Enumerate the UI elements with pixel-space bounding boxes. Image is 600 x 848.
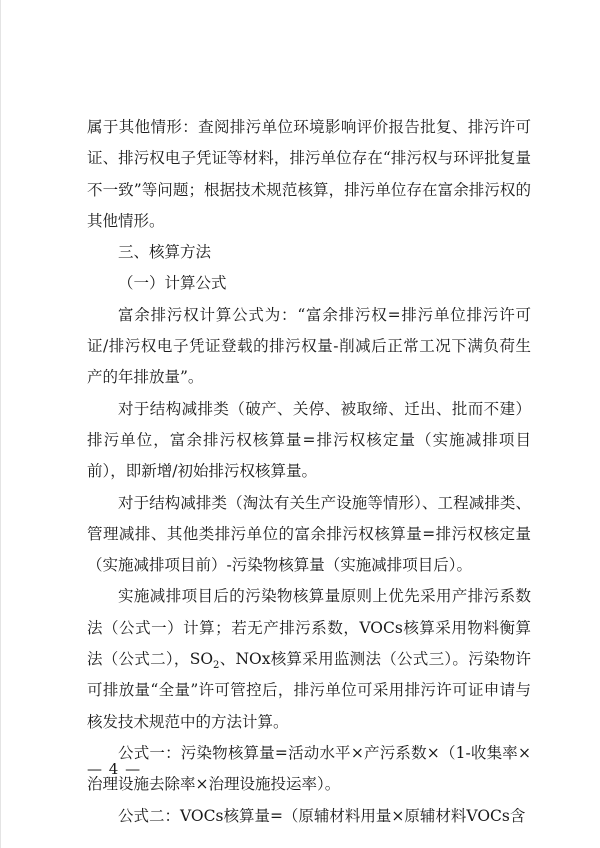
formula-two-paragraph: 公式二：VOCs核算量=（原辅材料用量×原辅材料VOCs含 [118, 806, 526, 825]
page-number: — 4 — [87, 760, 142, 778]
calculation-methods-paragraph [87, 581, 531, 737]
document-body [87, 112, 531, 832]
structural-reduction-paragraph-2: 对于结构减排类（淘汰有关生产设施等情形）、工程减排类、管理减排、其他类排污单位的富余排污权核算量=排污权核定量（实施减排项目前）-污染物核算量（实施减排项目后）。 [87, 493, 531, 575]
formula-intro-paragraph: 富余排污权计算公式为：“富余排污权=排污单位排污许可证/排污权电子凭证登载的排污权量-削减后正常工况下满负荷生产的年排放量”。 [87, 305, 531, 387]
formula-one-paragraph: 公式一：污染物核算量=活动水平×产污系数×（1-收集率×治理设施去除率×治理设施投运率）。 [87, 743, 531, 794]
continuation-paragraph: 属于其他情形：查阅排污单位环境影响评价报告批复、排污许可证、排污权电子凭证等材料，排污单位存在“排污权与环评批复量不一致”等问题；根据技术规范核算，排污单位存在富余排污权的其他情形。 [87, 118, 531, 230]
section-heading: 三、核算方法 [118, 243, 212, 262]
methods-text-part2: 、NOx核算采用监测法（公式三）。污染物许可排放量“全量”许可管控后，排污单位可采用排污许可证申请与核发技术规范中的方法计算。 [87, 650, 532, 731]
subsection-heading: （一）计算公式 [118, 274, 227, 293]
structural-reduction-paragraph-1: 对于结构减排类（破产、关停、被取缔、迁出、批而不建）排污单位，富余排污权核算量=排污权核定量（实施减排项目前），即新增/初始排污权核算量。 [87, 399, 531, 481]
methods-text-part1: 实施减排项目后的污染物核算量原则上优先采用产排污系数法（公式一）计算；若无产排污系数，VOCs核算采用物料衡算法（公式二），SO [87, 587, 531, 669]
so2-subscript: 2 [213, 660, 220, 672]
